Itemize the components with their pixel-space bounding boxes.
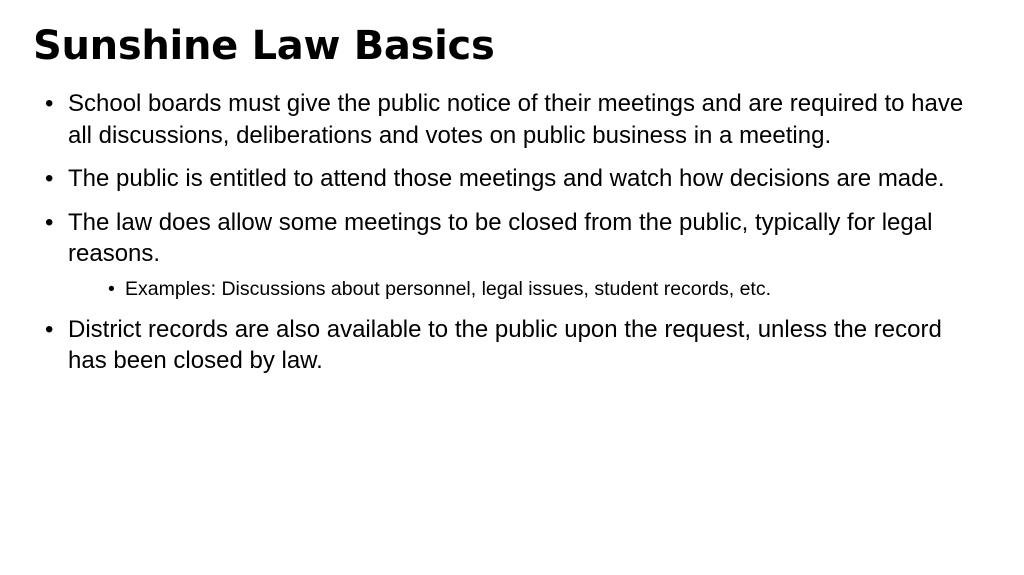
bullet-text: The public is entitled to attend those meetings and watch how decisions are made. <box>68 165 945 192</box>
bullet-mark: • <box>45 315 54 343</box>
bullet-item <box>45 163 985 195</box>
bullet-item <box>45 314 985 377</box>
bullet-item <box>45 88 985 151</box>
bullet-mark: • <box>45 165 54 192</box>
sub-bullet-text: Examples: Discussions about personnel, legal issues, student records, etc. <box>125 277 771 300</box>
bullet-mark: • <box>45 208 54 236</box>
bullet-item <box>45 207 985 302</box>
bullet-text: School boards must give the public notice of their meetings and are required to have all discussions, deliberations and votes on public business in a meeting. <box>68 90 964 149</box>
sub-bullet-list <box>68 276 985 302</box>
bullet-list <box>45 88 985 389</box>
bullet-text: The law does allow some meetings to be closed from the public, typically for legal reasons. <box>68 208 933 267</box>
sub-bullet-item <box>86 276 985 302</box>
bullet-text: District records are also available to the public upon the request, unless the record has been closed by law. <box>68 315 942 374</box>
slide-title: Sunshine Law Basics <box>33 23 495 69</box>
bullet-mark: • <box>45 90 54 117</box>
sub-bullet-mark: • <box>108 277 115 300</box>
